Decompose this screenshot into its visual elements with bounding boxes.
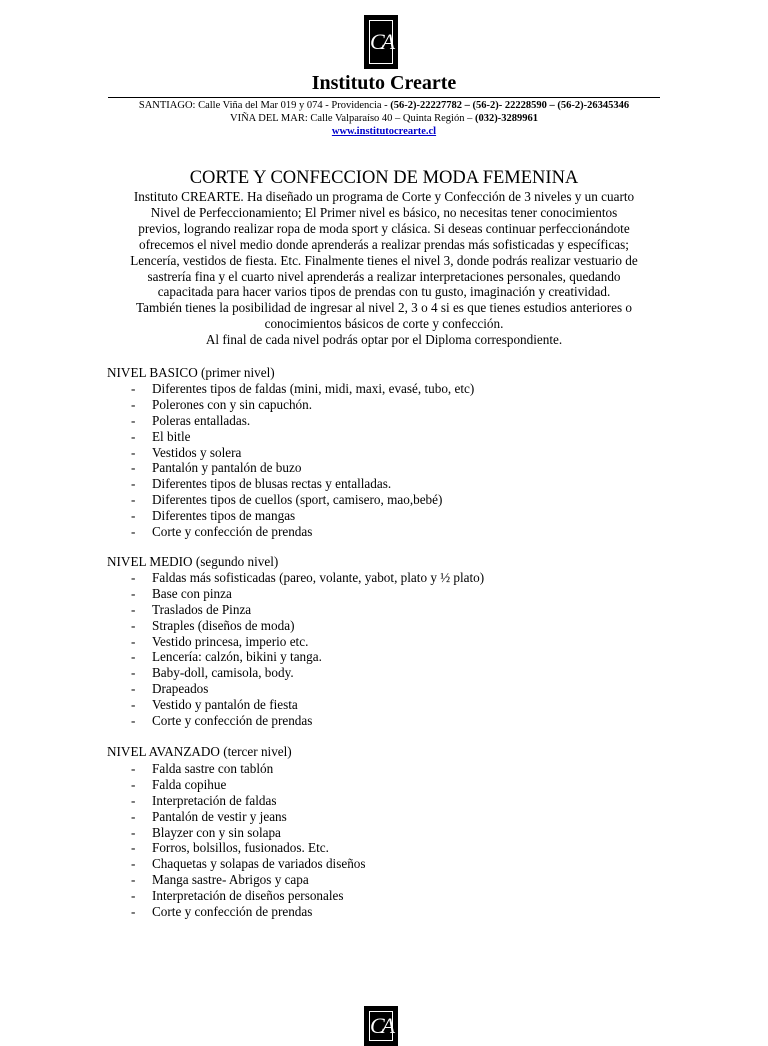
address-vina-phone: (032)-3289961 (474, 113, 538, 124)
intro-line: Al final de cada nivel podrás optar por el Diploma correspondiente. (205, 332, 563, 348)
bullet-dash: - (131, 697, 136, 713)
level-advanced-heading: NIVEL AVANZADO (tercer nivel) (107, 744, 292, 759)
bullet-dash: - (131, 585, 136, 601)
list-item-text: Interpretación de diseños personales (152, 888, 344, 904)
bullet-dash: - (131, 476, 136, 492)
bullet-dash: - (131, 761, 136, 776)
website-row (0, 125, 768, 138)
bullet-dash: - (131, 681, 136, 697)
bullet-dash: - (131, 649, 136, 665)
bullet-dash: - (131, 570, 136, 585)
list-item-text: Faldas más sofisticadas (pareo, volante, yabot, plato y ½ plato) (152, 570, 485, 585)
bullet-dash: - (131, 792, 136, 808)
bullet-dash: - (131, 396, 136, 412)
intro-line: previos, logrando realizar ropa de moda sport y clásica. Si deseas continuar perfeccionándote (138, 220, 630, 236)
list-item-text: Blayzer con y sin solapa (152, 824, 281, 840)
list-item-text: Interpretación de faldas (152, 792, 277, 808)
list-item-text: Traslados de Pinza (152, 601, 252, 617)
bullet-dash: - (131, 856, 136, 872)
intro-line: Instituto CREARTE. Ha diseñado un programa de Corte y Confección de 3 niveles y un cuarto (133, 189, 635, 204)
intro-line: Nivel de Perfeccionamiento; El Primer nivel es básico, no necesitas tener conocimientos (150, 204, 618, 220)
list-item-text: Diferentes tipos de cuellos (sport, camisero, mao,bebé) (152, 492, 443, 508)
bullet-dash: - (131, 824, 136, 840)
bullet-dash: - (131, 808, 136, 824)
list-item-text: Manga sastre- Abrigos y capa (152, 872, 309, 888)
bullet-dash: - (131, 840, 136, 856)
bullet-dash: - (131, 888, 136, 904)
list-item-text: Base con pinza (152, 585, 232, 601)
address-vina-text: VIÑA DEL MAR: Calle Valparaíso 40 – Quinta Región – (230, 113, 475, 124)
bullet-dash: - (131, 524, 136, 540)
bullet-dash: - (131, 508, 136, 524)
list-item-text: Corte y confección de prendas (152, 904, 313, 920)
bullet-dash: - (131, 492, 136, 508)
intro-line: ofrecemos el nivel medio donde aprenderás a realizar prendas más sofisticadas y específicas; (139, 236, 629, 252)
logo-monogram: CA (369, 1013, 393, 1038)
address-santiago-text: SANTIAGO: Calle Viña del Mar 019 y 074 - Providencia - (138, 100, 391, 111)
intro-line: conocimientos básicos de corte y confección. (264, 316, 504, 332)
list-item-text: Drapeados (152, 681, 209, 697)
list-item-text: Polerones con y sin capuchón. (152, 396, 313, 412)
bullet-dash: - (131, 601, 136, 617)
intro-line: Lencería, vestidos de fiesta. Etc. Finalmente tienes el nivel 3, donde podrás realizar vestuario de (130, 252, 638, 268)
bullet-dash: - (131, 444, 136, 460)
address-santiago-phones: (56-2)-22227782 – (56-2)- 22228590 – (56-2)-26345346 (390, 100, 630, 111)
list-item-text: Vestido princesa, imperio etc. (152, 633, 309, 649)
intro-line: capacitada para hacer varios tipos de prendas con tu gusto, imaginación y creatividad. (157, 284, 611, 300)
bullet-dash: - (131, 617, 136, 633)
bullet-dash: - (131, 381, 136, 396)
bullet-dash: - (131, 713, 136, 729)
address-vina (0, 112, 768, 125)
institute-logo (364, 15, 398, 69)
list-item-text: Falda sastre con tablón (152, 761, 274, 776)
bullet-dash: - (131, 776, 136, 792)
bullet-dash: - (131, 872, 136, 888)
list-item-text: Pantalón de vestir y jeans (152, 808, 287, 824)
institute-logo-next-page (364, 1006, 398, 1046)
list-item-text: Diferentes tipos de blusas rectas y entalladas. (152, 476, 392, 492)
list-item-text: Diferentes tipos de mangas (152, 508, 296, 524)
bullet-dash: - (131, 633, 136, 649)
level-medium-heading: NIVEL MEDIO (segundo nivel) (107, 554, 279, 569)
list-item-text: Diferentes tipos de faldas (mini, midi, maxi, evasé, tubo, etc) (152, 381, 475, 396)
course-intro (100, 189, 668, 348)
intro-line: También tienes la posibilidad de ingresar al nivel 2, 3 o 4 si es que tienes estudios anteriores o (135, 300, 633, 316)
list-item-text: Chaquetas y solapas de variados diseños (152, 856, 366, 872)
bullet-dash: - (131, 460, 136, 476)
institute-name: Instituto Crearte (311, 72, 457, 94)
list-item-text: Corte y confección de prendas (152, 524, 313, 540)
list-item-text: Corte y confección de prendas (152, 713, 313, 729)
list-item-text: Poleras entalladas. (152, 412, 251, 428)
level-basic-heading: NIVEL BASICO (primer nivel) (107, 365, 275, 380)
bullet-dash: - (131, 428, 136, 444)
list-item-text: Vestido y pantalón de fiesta (152, 697, 298, 713)
intro-line: sastrería fina y el cuarto nivel aprenderás a realizar interpretaciones personales, quedando (147, 268, 621, 284)
bullet-dash: - (131, 904, 136, 920)
list-item-text: Baby-doll, camisola, body. (152, 665, 294, 681)
logo-monogram: CA (369, 29, 393, 54)
list-item-text: Falda copihue (152, 776, 227, 792)
bullet-dash: - (131, 412, 136, 428)
address-santiago (0, 99, 768, 112)
bullet-dash: - (131, 665, 136, 681)
list-item-text: Lencería: calzón, bikini y tanga. (152, 649, 322, 665)
list-item-text: El bitle (152, 428, 191, 444)
list-item-text: Straples (diseños de moda) (152, 617, 295, 633)
course-title: CORTE Y CONFECCION DE MODA FEMENINA (189, 168, 579, 188)
list-item-text: Vestidos y solera (152, 444, 242, 460)
list-item-text: Pantalón y pantalón de buzo (152, 460, 302, 476)
header-divider (108, 97, 660, 98)
list-item-text: Forros, bolsillos, fusionados. Etc. (152, 840, 329, 856)
website-link[interactable]: www.institutocrearte.cl (331, 126, 437, 137)
